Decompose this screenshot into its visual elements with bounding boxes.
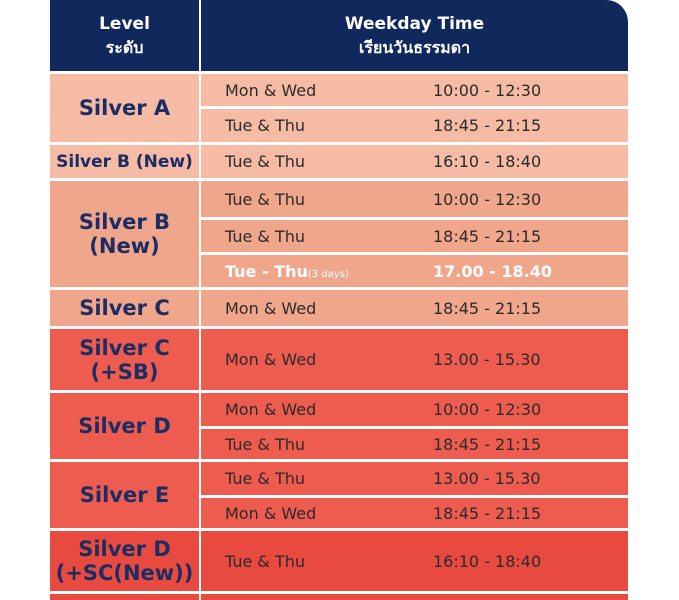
level-header-en: Level <box>99 13 150 34</box>
schedule-row-highlight: Tue - Thu(3 days) 17.00 - 18.40 <box>201 255 628 287</box>
time-column-header <box>201 0 628 71</box>
level-cell: Silver D (+SC(New)) <box>50 531 199 591</box>
time-header-en: Weekday Time <box>344 13 485 34</box>
schedule-row: Tue & Thu 10:00 - 12:30 <box>201 181 628 217</box>
schedule-row: Mon & Wed 18:45 - 21:15 <box>201 290 628 326</box>
schedule-row: Tue & Thu 16:10 - 18:40 <box>201 531 628 591</box>
time-header-th: เรียนวันธรรมดา <box>358 37 471 57</box>
level-cell: Silver D <box>50 393 199 459</box>
level-cell: Silver C <box>50 290 199 326</box>
schedule-row: Tue & Thu 13.00 - 15.30 <box>201 462 628 495</box>
schedule-row: Tue & Thu 18:45 - 21:15 <box>201 109 628 142</box>
level-column-header <box>50 0 199 71</box>
schedule-row: Mon & Wed 10:00 - 12:30 <box>201 74 628 106</box>
level-cell: Silver B (New) <box>50 181 199 287</box>
schedule-row: Mon & Wed 13.00 - 15.30 <box>201 329 628 390</box>
level-cell: Silver B (New) <box>50 145 199 178</box>
level-cell: Silver A <box>50 74 199 142</box>
schedule-row: Mon & Wed 18:45 - 21:15 <box>201 498 628 528</box>
schedule-row: Tue & Thu 18:45 - 21:15 <box>201 220 628 252</box>
schedule-table <box>50 0 628 600</box>
schedule-row: Tue & Thu 16:10 - 18:40 <box>201 145 628 178</box>
schedule-row: Tue & Thu 18:45 - 21:15 <box>201 429 628 459</box>
level-cell: Silver E <box>50 462 199 528</box>
level-header-th: ระดับ <box>105 37 144 57</box>
schedule-row: Mon & Wed 10:00 - 12:30 <box>201 393 628 426</box>
level-cell: Silver C (+SB) <box>50 329 199 390</box>
